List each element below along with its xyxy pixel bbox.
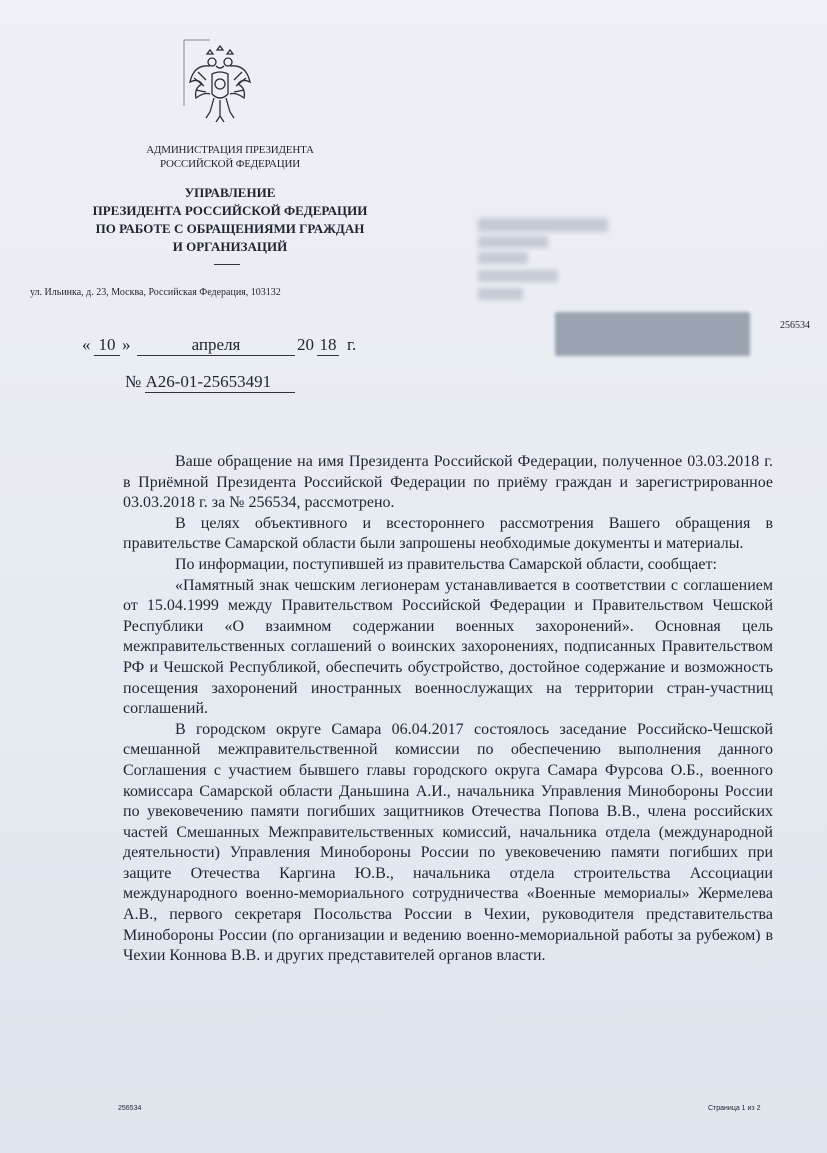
administration-title-line-2: РОССИЙСКОЙ ФЕДЕРАЦИИ (159, 158, 301, 170)
department-title-line-2: ПРЕЗИДЕНТА РОССИЙСКОЙ ФЕДЕРАЦИИ (92, 203, 368, 218)
footer-registration-number: 256534 (118, 1105, 142, 1112)
document-number-value: А26-01-25653491 (145, 372, 295, 393)
body-paragraph: По информации, поступившей из правительства Самарской области, сообщает: (175, 555, 717, 573)
header-divider (214, 264, 240, 265)
coat-of-arms-icon (180, 36, 260, 126)
body-paragraph: В целях объективного и всестороннего рассмотрения Вашего обращения в правительстве Самарской области были запрошены необходимые документы и материалы. (123, 514, 773, 553)
date-month: апреля (137, 335, 295, 356)
document-number-prefix: № (125, 372, 142, 391)
body-paragraph: В городском округе Самара 06.04.2017 состоялось заседание Российско-Чешской смешанной межправительственной комиссии по обеспечению выполнения данного Соглашения с участием бывшего главы городского округа Самара Фурсова О.Б., военного комиссара Самарской области Даньшина А.И., начальника Управления Минобороны России по увековечению памяти погибших защитников Отечества Попова В.В., члена российских частей Смешанных Межправительственных комиссий, начальника отдела (международной деятельности) Управления Минобороны России по увековечению памяти погибших при защите Отечества Каргина Ю.В., начальника отдела строительства Ассоциации международного военно-мемориального сотрудничества «Военные мемориалы» Жермелева А.В., первого секретаря Посольства России в Чехии, руководителя представительства Минобороны России (по организации и ведению военно-мемориальной работы за рубежом) в Чехии Коннова В.В. и других представителей органов власти. (123, 720, 773, 965)
date-year-prefix: 20 (297, 335, 314, 354)
date-year-mark: г. (347, 335, 357, 354)
date-open-quote: « (82, 335, 91, 354)
department-title-line-3: ПО РАБОТЕ С ОБРАЩЕНИЯМИ ГРАЖДАН (95, 221, 365, 236)
date-day: 10 (94, 335, 120, 356)
department-title-line-1: УПРАВЛЕНИЕ (184, 185, 276, 200)
department-title-line-4: И ОРГАНИЗАЦИЙ (172, 239, 288, 254)
date-close-quote: » (122, 335, 131, 354)
date-year-suffix: 18 (317, 335, 339, 356)
body-paragraph: «Памятный знак чешским легионерам устанавливается в соответствии с соглашением от 15.04.1999 между Правительством Российской Федерации и Правительством Чешской Республики «О взаимном содержании военных захоронений». Основная цель межправительственных соглашений о воинских захоронениях, подписанных Правительством РФ и Чешской Республикой, обеспечить обустройство, достойное содержание и возможность посещения захоронений иностранных военнослужащих на территории стран-участниц соглашений. (123, 576, 773, 718)
redacted-barcode (555, 312, 750, 356)
sender-address: ул. Ильинка, д. 23, Москва, Российская Федерация, 103132 (30, 287, 281, 298)
administration-title-line-1: АДМИНИСТРАЦИЯ ПРЕЗИДЕНТА (146, 144, 314, 156)
footer-page-number: Страница 1 из 2 (708, 1105, 761, 1112)
body-paragraph: Ваше обращение на имя Президента Российской Федерации, полученное 03.03.2018 г. в Приёмной Президента Российской Федерации по приёму граждан и зарегистрированное 03.03.2018 г. за № 256534, рассмотрено. (123, 453, 773, 512)
recipient-reference-number: 256534 (780, 320, 810, 331)
document-number (125, 372, 295, 393)
letter-body (123, 452, 773, 967)
